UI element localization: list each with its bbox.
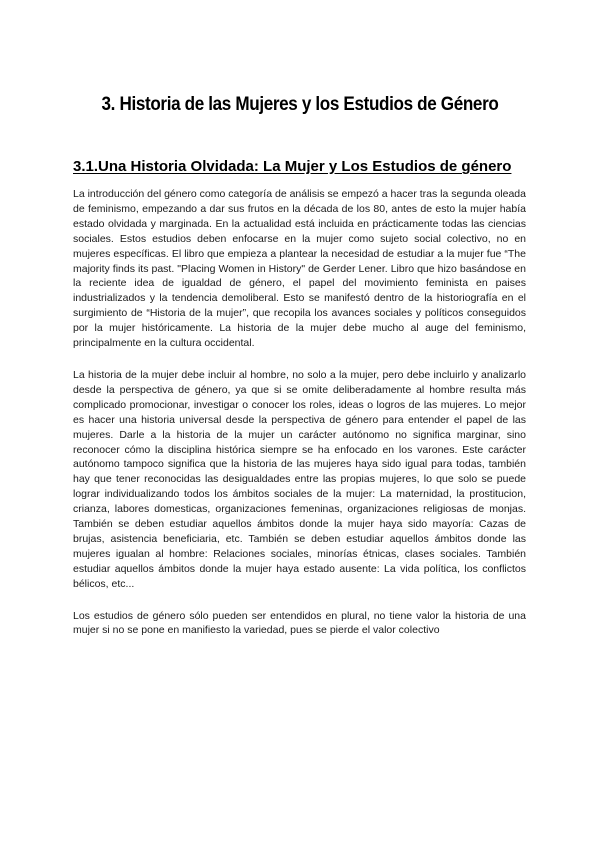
body-text <box>73 187 526 655</box>
section-title: 3.1.Una Historia Olvidada: La Mujer y Los Estudios de género <box>73 158 512 175</box>
paragraph: Los estudios de género sólo pueden ser entendidos en plural, no tiene valor la historia de una mujer si no se pone en manifiesto la variedad, pues se pierde el valor colectivo <box>73 609 526 637</box>
chapter-title: 3. Historia de las Mujeres y los Estudios de Género <box>101 94 499 115</box>
paragraph: La historia de la mujer debe incluir al hombre, no solo a la mujer, pero debe incluirlo y analizarlo desde la perspectiva de género, ya que si se omite deliberadamente al hombre resulta más complicado promocionar, investigar o conocer los roles, ideas o logros de las mujeres. Lo mejor es hacer una historia universal desde la perspectiva de género para entender el papel de las mujeres. Darle a la historia de la mujer un carácter autónomo no significa marginar, sino reconocer cómo la disciplina histórica siempre se ha enfocado en los varones. Este carácter autónomo tampoco significa que la historia de las mujeres haya sido igual para todas, también hay que tener reconocidas las desigualdades entre las propias mujeres, lo que solo se puede lograr individualizando todos los ámbitos sociales de la mujer: La maternidad, la prostitucion, crianza, labores domesticas, organizaciones femeninas, organizaciones religiosas de monjas. También se deben estudiar aquellos ámbitos donde la mujer haya sido mayoría: Cazas de brujas, asistencia beneficiaria, etc. También se deben estudiar aquellos ámbitos donde las mujeres igualan al hombre: Relaciones sociales, minorías étnicas, clases sociales. También estudiar aquellos ámbitos donde la mujer haya estado ausente: La vida política, los conflictos bélicos, etc... <box>73 368 526 590</box>
paragraph: La introducción del género como categoría de análisis se empezó a hacer tras la segunda oleada de feminismo, empezando a dar sus frutos en la década de los 80, antes de esto la mujer había estado olvidada y marginada. En la actualidad está incluida en prácticamente todas las ciencias sociales. Estos estudios deben enfocarse en la mujer como sujeto social colectivo, no en mujeres específicas. El libro que empieza a plantear la necesidad de estudiar a la mujer fue “The majority finds its past. "Placing Women in History" de Gerder Lener. Libro que hizo basándose en la reciente idea de igualdad de género, el papel del movimiento feminista en paises industrializados y la tendencia demoliberal. Esto se manifestó dentro de la historiografía en el surgimiento de “Historia de la mujer”, que recopila los avances sociales y políticos conseguidos por la mujer históricamente. La historia de la mujer debe mucho al auge del feminismo, principalmente en la cultura occidental. <box>73 188 526 350</box>
